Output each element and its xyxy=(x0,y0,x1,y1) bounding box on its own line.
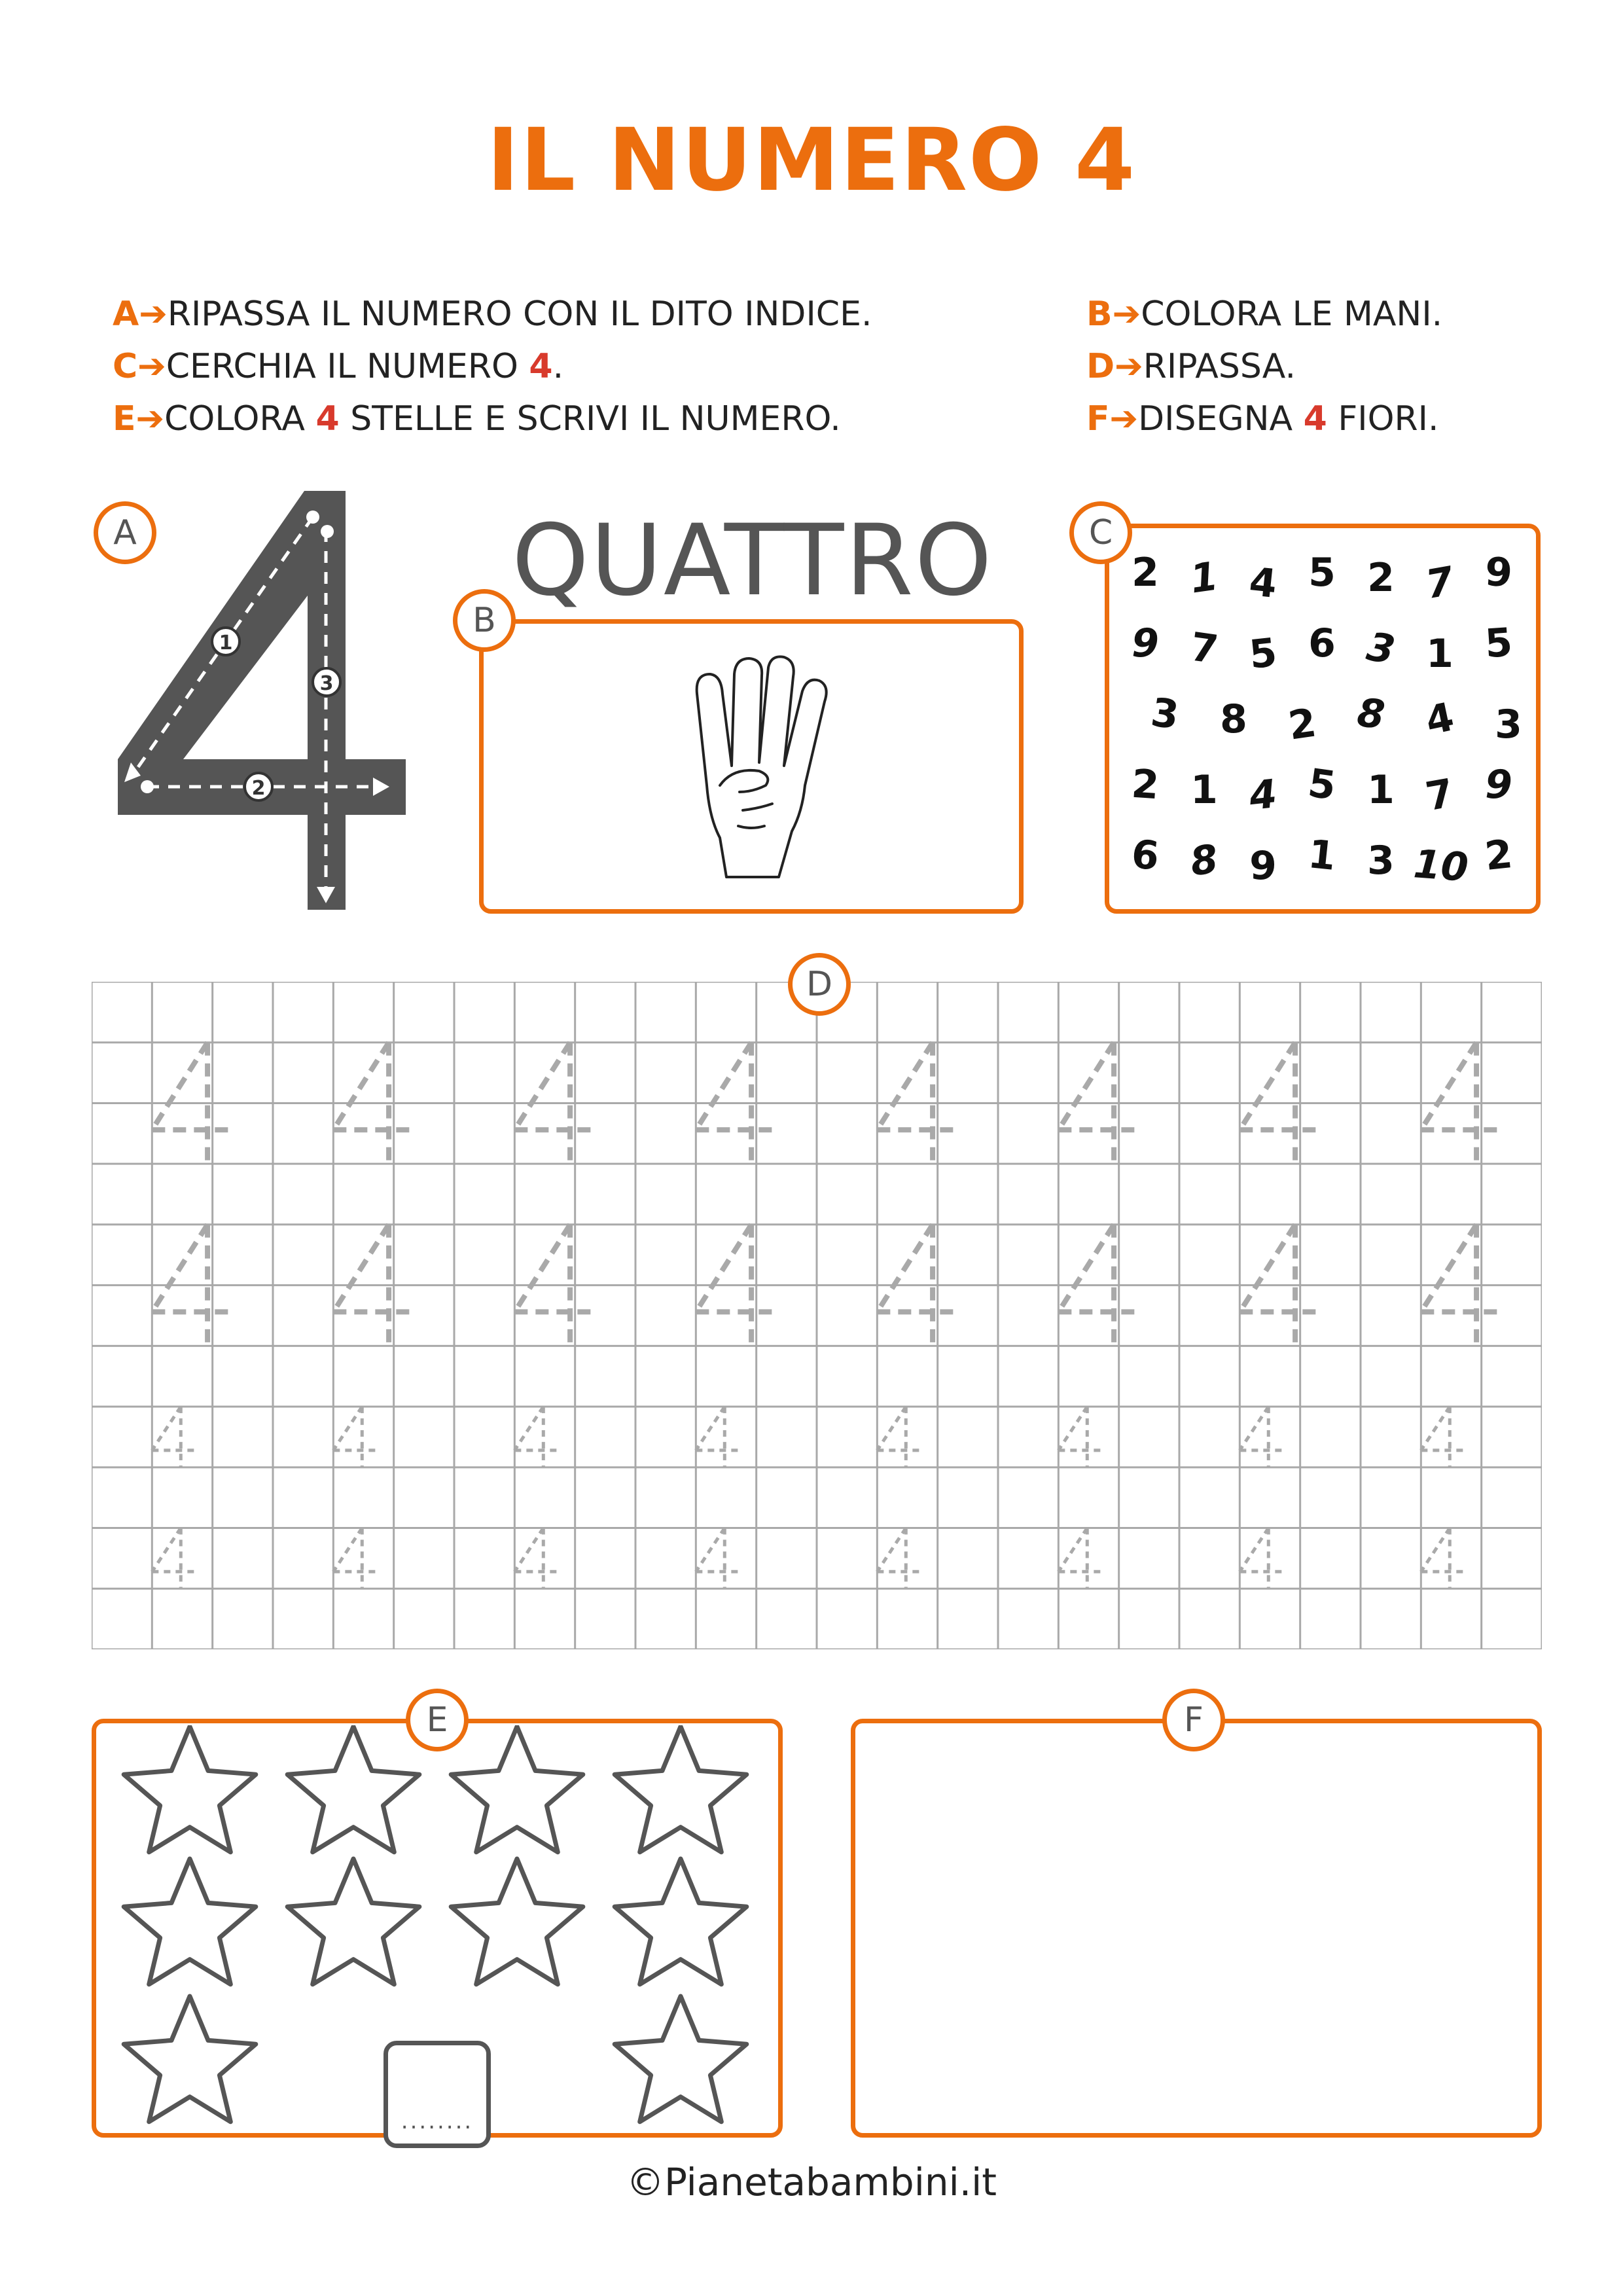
arrow-right-icon: ➔ xyxy=(139,295,168,334)
instruction-highlight: 4 xyxy=(1303,399,1327,439)
instruction-text-end: . xyxy=(552,347,564,386)
search-number[interactable]: 9 xyxy=(1485,762,1512,808)
svg-text:3: 3 xyxy=(319,672,334,695)
star-icon[interactable] xyxy=(615,1727,747,1852)
search-number[interactable]: 4 xyxy=(1247,559,1279,607)
instruction-d xyxy=(1086,340,1296,393)
instruction-c xyxy=(113,340,563,393)
search-number[interactable]: 4 xyxy=(1421,694,1458,745)
instruction-letter: F xyxy=(1086,399,1110,439)
instruction-a xyxy=(113,288,872,340)
star-icon[interactable] xyxy=(451,1859,583,1984)
search-number[interactable]: 1 xyxy=(1190,767,1218,813)
arrow-right-icon: ➔ xyxy=(137,347,166,386)
instruction-f xyxy=(1086,393,1439,445)
search-number[interactable]: 1 xyxy=(1367,767,1395,813)
dotted-number-4 xyxy=(514,1407,557,1467)
search-number[interactable]: 8 xyxy=(1355,690,1387,738)
dotted-number-4 xyxy=(877,1407,919,1467)
dotted-number-4 xyxy=(877,1528,919,1589)
star-icon[interactable] xyxy=(124,1996,256,2122)
dotted-number-4 xyxy=(514,1528,557,1589)
search-number[interactable]: 5 xyxy=(1483,619,1514,668)
search-number[interactable]: 2 xyxy=(1130,761,1161,809)
badge-b: B xyxy=(453,589,516,652)
search-number[interactable]: 1 xyxy=(1306,831,1338,880)
dotted-number-4 xyxy=(152,1407,194,1467)
draw-flowers-box[interactable] xyxy=(851,1719,1542,2138)
search-number[interactable]: 2 xyxy=(1482,831,1515,880)
instruction-text: RIPASSA IL NUMERO CON IL DITO INDICE. xyxy=(167,295,872,334)
star-icon[interactable] xyxy=(451,1727,583,1852)
search-number[interactable]: 6 xyxy=(1308,620,1336,666)
instruction-text: COLORA LE MANI. xyxy=(1141,295,1443,334)
dotted-number-4 xyxy=(1058,1528,1101,1589)
number-write-box[interactable] xyxy=(383,2041,491,2148)
search-number[interactable]: 10 xyxy=(1412,841,1470,891)
instruction-e xyxy=(113,393,841,445)
step-marker-2 xyxy=(245,773,272,800)
instruction-letter: C xyxy=(113,347,138,386)
search-number[interactable]: 7 xyxy=(1422,770,1457,821)
star-icon[interactable] xyxy=(615,1859,747,1984)
instruction-highlight: 4 xyxy=(529,347,553,386)
search-number[interactable]: 7 xyxy=(1187,624,1221,673)
search-number[interactable]: 9 xyxy=(1132,620,1159,666)
dotted-number-4 xyxy=(1058,1407,1101,1467)
arrow-right-icon: ➔ xyxy=(1115,347,1143,386)
dotted-number-4 xyxy=(696,1528,738,1589)
dotted-number-4 xyxy=(152,1528,194,1589)
search-number[interactable]: 3 xyxy=(1495,702,1522,747)
instruction-highlight: 4 xyxy=(315,399,340,439)
instruction-text-end: STELLE E SCRIVI IL NUMERO. xyxy=(339,399,841,439)
step-marker-3 xyxy=(313,668,340,696)
search-number[interactable]: 2 xyxy=(1367,555,1395,601)
dotted-number-4 xyxy=(696,1407,738,1467)
search-number[interactable]: 5 xyxy=(1308,550,1336,596)
badge-c: C xyxy=(1069,501,1132,564)
star-icon[interactable] xyxy=(124,1727,256,1852)
search-number[interactable]: 5 xyxy=(1305,760,1339,810)
instruction-b xyxy=(1086,288,1442,340)
number-search-grid xyxy=(1113,537,1531,903)
instruction-text: RIPASSA. xyxy=(1143,347,1296,386)
arrow-right-icon: ➔ xyxy=(1109,399,1139,439)
search-number[interactable]: 9 xyxy=(1483,548,1514,597)
search-number[interactable]: 5 xyxy=(1247,630,1279,678)
page-title: IL NUMERO 4 xyxy=(486,110,1137,211)
star-icon[interactable] xyxy=(124,1859,256,1984)
svg-text:2: 2 xyxy=(251,777,266,800)
instruction-text: DISEGNA xyxy=(1138,399,1304,439)
search-number[interactable]: 8 xyxy=(1220,696,1247,742)
search-number[interactable]: 2 xyxy=(1132,550,1159,596)
search-number[interactable]: 3 xyxy=(1363,623,1399,674)
badge-f: F xyxy=(1162,1689,1225,1751)
instruction-text-end: FIORI. xyxy=(1327,399,1439,439)
svg-text:1: 1 xyxy=(219,632,233,655)
badge-a: A xyxy=(94,501,156,564)
dotted-number-4 xyxy=(333,1407,376,1467)
arrow-right-icon: ➔ xyxy=(135,399,165,439)
star-icon[interactable] xyxy=(287,1727,419,1852)
search-number[interactable]: 7 xyxy=(1422,558,1457,609)
search-number[interactable]: 1 xyxy=(1426,631,1454,677)
tracing-grid[interactable] xyxy=(92,982,1542,1649)
instruction-letter: B xyxy=(1086,295,1113,334)
dotted-number-4 xyxy=(333,1528,376,1589)
dotted-number-4 xyxy=(1421,1528,1463,1589)
search-number[interactable]: 3 xyxy=(1367,838,1395,884)
arrow-right-icon: ➔ xyxy=(1112,295,1141,334)
search-number[interactable]: 3 xyxy=(1148,689,1182,739)
dotted-number-4 xyxy=(1240,1407,1282,1467)
star-icon[interactable] xyxy=(615,1996,747,2122)
hand-four-fingers-icon[interactable] xyxy=(681,655,851,890)
instruction-text: COLORA xyxy=(164,399,316,439)
dotted-number-4 xyxy=(1421,1407,1463,1467)
footer-credit: ©Pianetabambini.it xyxy=(626,2160,997,2204)
instruction-letter: A xyxy=(113,295,139,334)
search-number[interactable]: 6 xyxy=(1129,831,1162,880)
instruction-letter: D xyxy=(1086,347,1115,386)
instruction-text: CERCHIA IL NUMERO xyxy=(166,347,529,386)
traceable-number-4[interactable] xyxy=(111,484,419,916)
dotted-number-4 xyxy=(1240,1528,1282,1589)
search-number[interactable]: 1 xyxy=(1187,553,1221,603)
search-number[interactable]: 4 xyxy=(1247,771,1279,819)
write-line: ........ xyxy=(401,2108,474,2134)
search-number[interactable]: 2 xyxy=(1285,700,1319,749)
search-number[interactable]: 9 xyxy=(1249,843,1277,889)
instruction-letter: E xyxy=(113,399,136,439)
step-marker-1 xyxy=(212,628,240,655)
number-word: QUATTRO xyxy=(512,504,993,618)
badge-e: E xyxy=(406,1689,469,1751)
search-number[interactable]: 8 xyxy=(1187,836,1221,886)
star-icon[interactable] xyxy=(287,1859,419,1984)
badge-d: D xyxy=(788,953,851,1016)
